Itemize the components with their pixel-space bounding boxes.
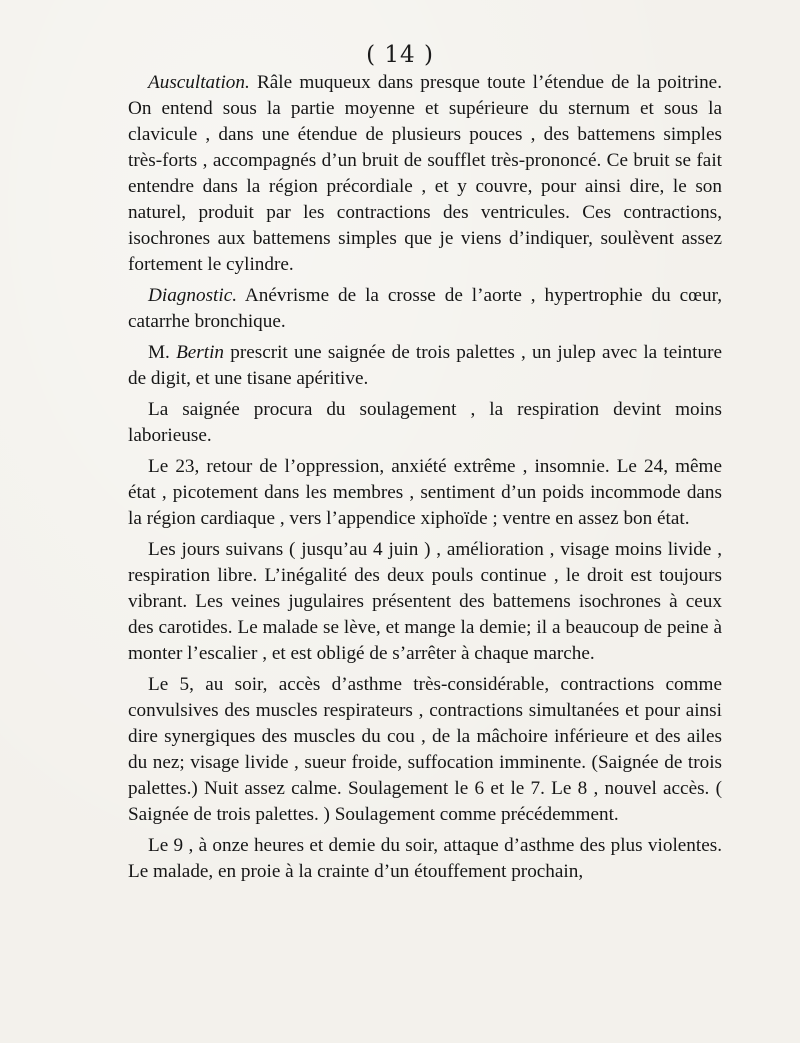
paragraph-day-5: Le 5, au soir, accès d’asthme très-considérable, contractions comme convulsives des muscles respirateurs , contractions simultanées et pour ainsi dire synergiques des muscles du cou , de la mâchoire inférieure et des ailes du nez; visage livide , sueur froide, suffocation imminente. (Saignée de trois palettes.) Nuit assez calme. Soulagement le 6 et le 7. Le 8 , nouvel accès. ( Saignée de trois palettes. ) Soulagement comme précédemment. (128, 674, 722, 825)
paragraph-text: Râle muqueux dans presque toute l’étendue de la poitrine. On entend sous la partie moyenne et supérieure du sternum et sous la clavicule , dans une étendue de plusieurs pouces , des battemens simples très-forts , accompagnés d’un bruit de soufflet très-prononcé. Ce bruit se fait entendre dans la région précordiale , et y couvre, pour ainsi dire, le son naturel, produit par les contractions des ventricules. Ces contractions, isochrones aux battemens simples que je viens d’indiquer, soulèvent assez fortement le cylindre. (128, 72, 722, 275)
paragraph-lead: Auscultation. (148, 72, 250, 93)
paragraph-prescription (128, 340, 722, 392)
paragraph-auscultation (128, 70, 722, 278)
paragraph-following-days: Les jours suivans ( jusqu’au 4 juin ) , amélioration , visage moins livide , respiration libre. L’inégalité des deux pouls continue , le droit est toujours vibrant. Les veines jugulaires présentent des battemens isochrones à ceux des carotides. Le malade se lève, et mange la demie; il a beaucoup de peine à monter l’escalier , et est obligé de s’arrêter à chaque marche. (128, 539, 722, 664)
paragraph-text: prescrit une saignée de trois palettes , un julep avec la teinture de digit, et une tisane apéritive. (128, 342, 722, 389)
paragraph-relief: La saignée procura du soulagement , la respiration devint moins laborieuse. (128, 399, 722, 446)
page-number: ( 14 ) (366, 42, 434, 68)
paragraph-lead: Diagnostic. (148, 285, 238, 306)
paragraph-lead: Bertin (176, 342, 225, 363)
paragraph-diagnostic (128, 283, 722, 335)
paragraph-text: Anévrisme de la crosse de l’aorte , hypertrophie du cœur, catarrhe bronchique. (128, 285, 722, 332)
paragraph-day-9: Le 9 , à onze heures et demie du soir, attaque d’asthme des plus violentes. Le malade, en proie à la crainte d’un étouffement prochain, (128, 835, 722, 882)
body-text (128, 70, 722, 890)
paragraph-prefix: M. (148, 342, 177, 363)
paragraph-day-23: Le 23, retour de l’oppression, anxiété extrême , insomnie. Le 24, même état , picotement dans les membres , sentiment d’un poids incommode dans la région cardiaque , vers l’appendice xiphoïde ; ventre en assez bon état. (128, 456, 722, 529)
